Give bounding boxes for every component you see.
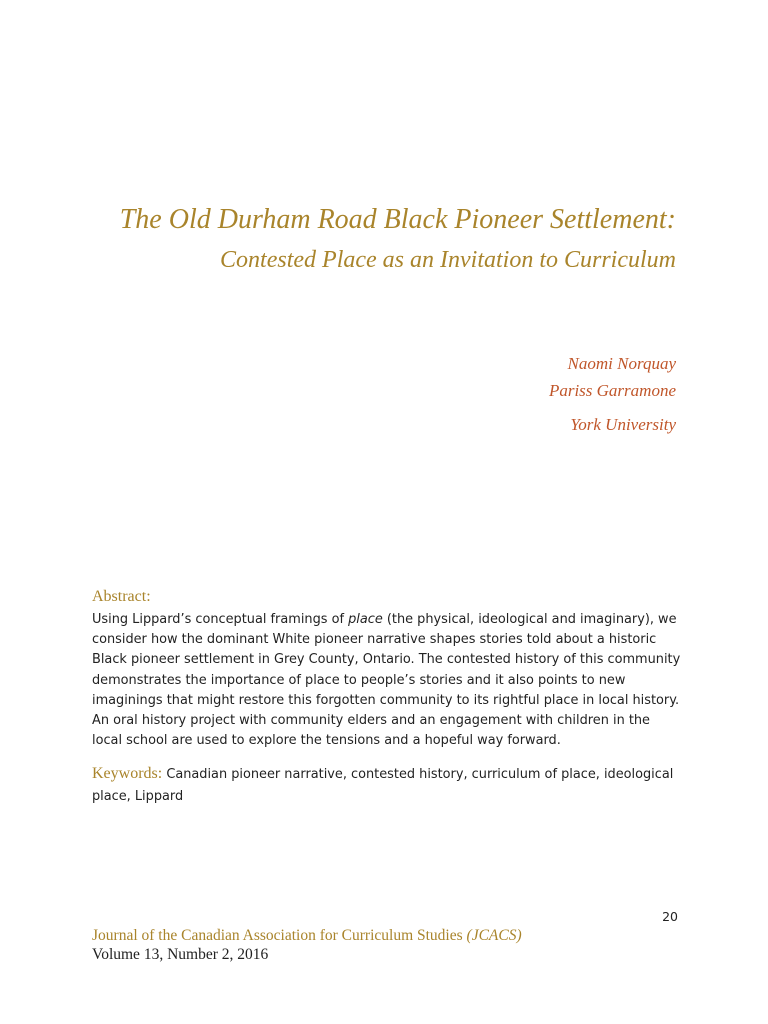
affiliation: York University	[570, 415, 676, 434]
journal-abbrev: (JCACS)	[466, 927, 522, 944]
abstract-text-part-1: Using Lippard’s conceptual framings of	[92, 612, 349, 627]
author-1: Naomi Norquay	[567, 354, 676, 373]
title-line-1: The Old Durham Road Black Pioneer Settlement:	[119, 204, 676, 235]
journal-footer	[92, 926, 692, 964]
author-2: Pariss Garramone	[548, 381, 676, 400]
abstract-text	[92, 610, 682, 751]
journal-volume: Volume 13, Number 2, 2016	[92, 946, 269, 963]
keywords-text: Canadian pioneer narrative, contested history, curriculum of place, ideological place, Lippard	[92, 767, 674, 804]
author-block	[276, 350, 676, 438]
title-line-2: Contested Place as an Invitation to Curriculum	[220, 247, 676, 273]
journal-name	[92, 926, 692, 945]
keywords	[92, 763, 682, 808]
paper-title	[76, 200, 676, 280]
abstract-emphasis: place	[348, 612, 383, 627]
abstract-text-part-2: (the physical, ideological and imaginary), we consider how the dominant White pioneer narrative shapes stories told about a historic Black pioneer settlement in Grey County, Ontario. The contested history of this community demonstrates the importance of place to people’s stories and it also points to new imaginings that might restore this forgotten community to its rightful place in local history. An oral history project with community elders and an engagement with children in the local school are used to explore the tensions and a hopeful way forward.	[92, 612, 681, 749]
abstract-heading: Abstract:	[92, 588, 151, 605]
journal-title: Journal of the Canadian Association for Curriculum Studies	[92, 927, 467, 944]
keywords-label: Keywords:	[92, 765, 163, 782]
page-number: 20	[662, 909, 678, 924]
